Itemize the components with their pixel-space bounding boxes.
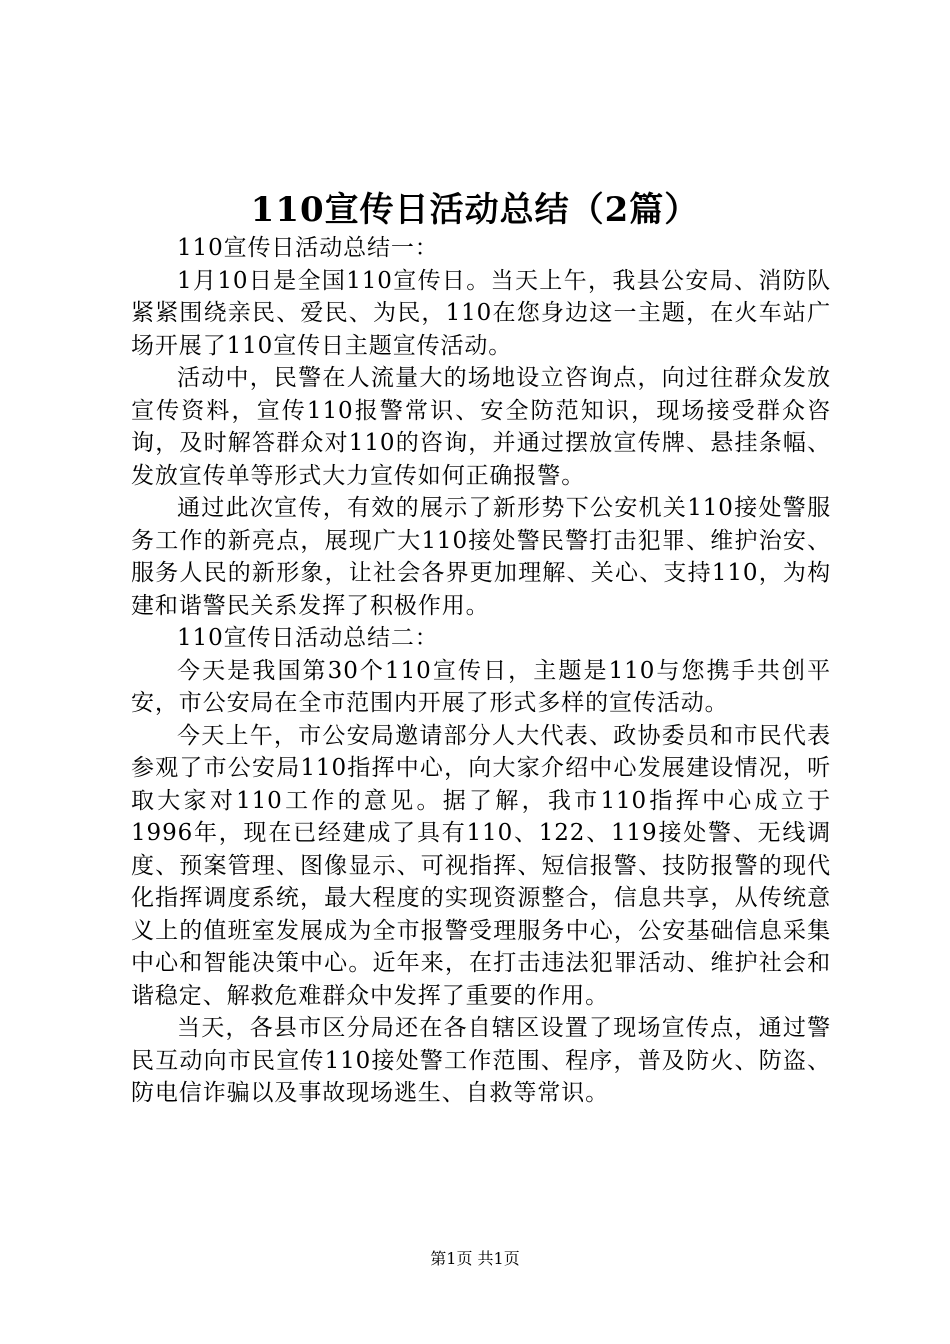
paragraph: 1月10日是全国110宣传日。当天上午，我县公安局、消防队紧紧围绕亲民、爱民、为民，110在您身边这一主题，在火车站广场开展了110宣传日主题宣传活动。 [131,267,831,359]
document-body [131,232,831,1110]
paragraph: 今天上午，市公安局邀请部分人大代表、政协委员和市民代表参观了市公安局110指挥中心，向大家介绍中心发展建设情况，听取大家对110工作的意见。据了解，我市110指挥中心成立于1996年，现在已经建成了具有110、122、119接处警、无线调度、预案管理、图像显示、可视指挥、短信报警、技防报警的现代化指挥调度系统，最大程度的实现资源整合，信息共享，从传统意义上的值班室发展成为全市报警受理服务中心，公安基础信息采集中心和智能决策中心。近年来，在打击违法犯罪活动、维护社会和谐稳定、解救危难群众中发挥了重要的作用。 [131,722,831,1009]
section-heading: 110宣传日活动总结二： [177,625,439,651]
page-number-footer: 第1页 共1页 [430,1249,520,1268]
document-title: 110宣传日活动总结（2篇） [250,190,700,230]
paragraph: 通过此次宣传，有效的展示了新形势下公安机关110接处警服务工作的新亮点，展现广大110接处警民警打击犯罪、维护治安、服务人民的新形象，让社会各界更加理解、关心、支持110，为构建和谐警民关系发挥了积极作用。 [131,495,831,619]
paragraph: 活动中，民警在人流量大的场地设立咨询点，向过往群众发放宣传资料，宣传110报警常识、安全防范知识，现场接受群众咨询，及时解答群众对110的咨询，并通过摆放宣传牌、悬挂条幅、发放宣传单等形式大力宣传如何正确报警。 [131,365,831,489]
paragraph: 今天是我国第30个110宣传日，主题是110与您携手共创平安，市公安局在全市范围内开展了形式多样的宣传活动。 [131,657,831,716]
section-heading: 110宣传日活动总结一： [177,235,439,261]
paragraph: 当天，各县市区分局还在各自辖区设置了现场宣传点，通过警民互动向市民宣传110接处警工作范围、程序，普及防火、防盗、防电信诈骗以及事故现场逃生、自救等常识。 [131,1015,831,1106]
